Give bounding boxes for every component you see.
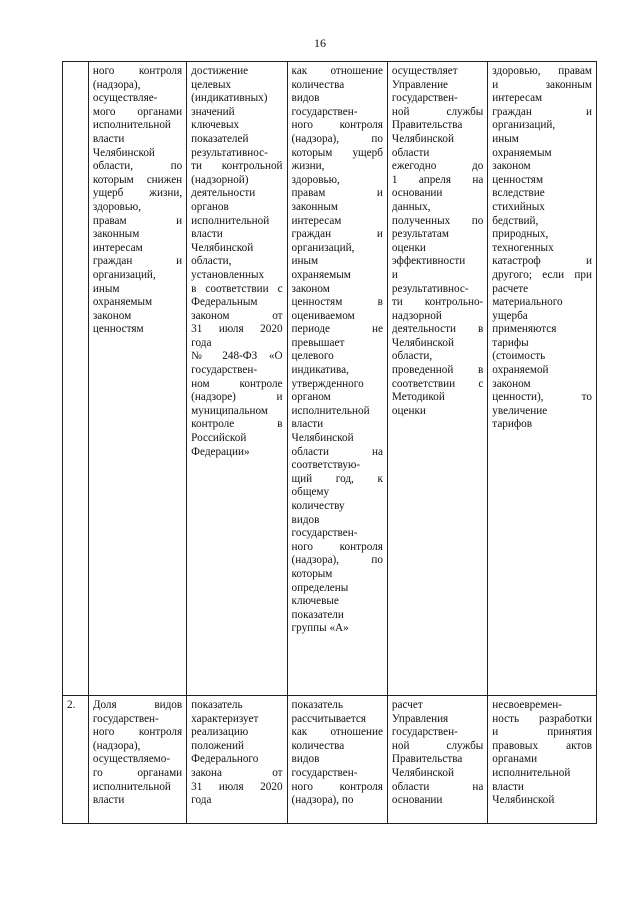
cell-line: (надзора), по xyxy=(291,554,383,567)
cell-line: законом xyxy=(291,282,330,295)
cell-line: государствен- xyxy=(291,766,358,779)
cell-line: здоровью, xyxy=(291,173,340,186)
cell-line: которым снижен xyxy=(92,173,183,186)
cell-line: охраняемой xyxy=(492,364,549,377)
cell-line: ущерб жизни, xyxy=(92,187,183,200)
cell-line: жизни, xyxy=(291,160,325,173)
cell-line: несвоевремен- xyxy=(492,699,562,711)
calculation-method-cell xyxy=(287,62,387,696)
cell-line: государствен- xyxy=(191,364,258,377)
cell-line: го органами xyxy=(92,766,183,779)
cell-line: граждан и xyxy=(291,228,383,241)
cell-line: Челябинской xyxy=(391,132,454,145)
cell-line: в соответствии с xyxy=(191,282,283,295)
cell-line: ценности), то xyxy=(492,391,592,404)
cell-line: ключевые xyxy=(291,595,339,608)
cell-line: количества xyxy=(291,739,345,752)
cell-line: здоровью, xyxy=(92,200,142,213)
cell-line: области на xyxy=(391,780,484,793)
cell-line: области, по xyxy=(92,160,183,173)
indicator-name-cell xyxy=(88,696,186,824)
cell-line: вследствие xyxy=(492,187,545,200)
cell-line: катастроф и xyxy=(492,255,592,268)
cell-line: характеризует xyxy=(191,712,259,725)
cell-line: власти xyxy=(191,228,223,241)
cell-line: осуществляе- xyxy=(92,92,158,105)
cell-line: результативнос- xyxy=(391,282,469,295)
cell-line: стихийных xyxy=(492,200,545,213)
cell-line: (надзорной) xyxy=(191,173,249,186)
cell-line: целевого xyxy=(291,350,334,363)
cell-line: достижение xyxy=(191,65,249,77)
cell-line: (надзора), xyxy=(92,739,141,752)
cell-line: органом xyxy=(291,391,331,404)
cell-line: ной службы xyxy=(391,105,484,118)
cell-line: утвержденного xyxy=(291,377,364,390)
cell-line: граждан и xyxy=(92,255,183,268)
row-number-cell xyxy=(63,62,89,696)
cell-line: эффективности xyxy=(391,255,466,268)
cell-line: Челябинской xyxy=(92,146,155,159)
cell-line: исполнительной xyxy=(492,766,571,779)
cell-line: иным xyxy=(492,132,519,145)
cell-line: соответствии с xyxy=(391,377,484,390)
cell-line: целевых xyxy=(191,78,232,91)
cell-line: законом xyxy=(492,377,531,390)
cell-line: ного контроля xyxy=(92,726,183,739)
cell-line: законным xyxy=(92,228,140,241)
cell-line: применяются xyxy=(492,323,557,336)
cell-line: щий год, к xyxy=(291,472,383,485)
cell-line: показатель xyxy=(291,699,343,711)
cell-line: основании xyxy=(391,794,443,807)
cell-line: интересам xyxy=(492,92,543,105)
indicator-name-cell xyxy=(88,62,186,696)
cell-line: деятельности в xyxy=(391,323,484,336)
cell-line: власти xyxy=(92,132,125,145)
row-number: 2. xyxy=(67,699,76,711)
cell-line: муниципальном xyxy=(191,404,268,417)
cell-line: расчет xyxy=(391,699,423,711)
cell-line: закона от xyxy=(191,766,283,779)
cell-line: органов xyxy=(191,200,229,213)
cell-line: граждан и xyxy=(492,105,592,118)
cell-line: власти xyxy=(492,780,524,793)
cell-line: которым xyxy=(291,567,333,580)
cell-line: реализацию xyxy=(191,726,249,739)
cell-line: показатели xyxy=(291,608,344,621)
cell-line: контроле в xyxy=(191,418,283,431)
cell-line: ключевых xyxy=(191,119,240,132)
cell-line: интересам xyxy=(291,214,342,227)
cell-line: правовых актов xyxy=(492,739,592,752)
cell-line: ного контроля xyxy=(291,780,383,793)
cell-line: 1 апреля на xyxy=(391,173,484,186)
cell-line: ном контроле xyxy=(191,377,283,390)
cell-line: (надзоре) и xyxy=(191,391,283,404)
cell-line: 31 июля 2020 xyxy=(191,323,283,336)
cell-line: государствен- xyxy=(291,527,358,540)
cell-line: государствен- xyxy=(291,105,358,118)
cell-line: данных, xyxy=(391,200,431,213)
cell-line: ти контрольно- xyxy=(391,296,484,309)
indicator-description-cell xyxy=(187,696,287,824)
cell-line: охраняемым xyxy=(291,268,351,281)
cell-line: которым ущерб xyxy=(291,146,383,159)
cell-line: техногенных xyxy=(492,241,554,254)
cell-line: индикатива, xyxy=(291,364,349,377)
cell-line: Федерации» xyxy=(191,445,250,458)
cell-line: ущерба xyxy=(492,309,528,322)
cell-line: организаций, xyxy=(92,268,156,281)
cell-line: законным xyxy=(291,200,338,213)
cell-line: ного контроля xyxy=(92,65,183,77)
table-row xyxy=(63,696,597,824)
cell-line: ценностям в xyxy=(291,296,383,309)
cell-line: результативнос- xyxy=(191,146,268,159)
cell-line: результатам xyxy=(391,228,449,241)
cell-line: ценностям xyxy=(492,173,544,186)
cell-line: государствен- xyxy=(391,726,458,739)
cell-line: показателей xyxy=(191,132,249,145)
cell-line: тарифы xyxy=(492,336,529,349)
notes-cell xyxy=(488,62,597,696)
cell-line: (надзора), по xyxy=(291,794,354,807)
cell-line: Федерального xyxy=(191,753,259,766)
cell-line: государствен- xyxy=(391,92,458,105)
cell-line: проведенной в xyxy=(391,364,484,377)
cell-line: показатель xyxy=(191,699,243,711)
cell-line: Российской xyxy=(191,432,247,445)
cell-line: Управления xyxy=(391,712,449,725)
cell-line: ежегодно до xyxy=(391,160,484,173)
cell-line: органами xyxy=(492,753,538,766)
cell-line: ного контроля xyxy=(291,119,383,132)
calculation-method-cell xyxy=(287,696,387,824)
cell-line: как отношение xyxy=(291,65,383,77)
cell-line: (надзора), по xyxy=(291,132,383,145)
cell-line: значений xyxy=(191,105,235,118)
cell-line: ность разработки xyxy=(492,712,592,725)
cell-line: превышает xyxy=(291,336,345,349)
cell-line: Челябинской xyxy=(291,432,354,445)
cell-line: и законным xyxy=(492,78,592,91)
cell-line: Правительства xyxy=(391,119,463,132)
cell-line: видов xyxy=(291,753,320,766)
cell-line: исполнительной xyxy=(191,214,270,227)
cell-line: ценностям xyxy=(92,323,144,336)
cell-line: года xyxy=(191,336,212,349)
cell-line: количеству xyxy=(291,500,345,512)
cell-line: общему xyxy=(291,486,330,499)
cell-line: области xyxy=(391,146,430,159)
cell-line: здоровью, правам xyxy=(492,65,592,77)
cell-line: иным xyxy=(92,282,120,295)
cell-line: оценки xyxy=(391,241,426,254)
cell-line: организаций, xyxy=(492,119,556,132)
cell-line: ного контроля xyxy=(291,540,383,553)
cell-line: (стоимость xyxy=(492,350,546,363)
cell-line: Челябинской xyxy=(492,794,555,807)
cell-line: и принятия xyxy=(492,726,592,739)
cell-line: исполнительной xyxy=(92,119,171,132)
cell-line: законом от xyxy=(191,309,283,322)
cell-line: охраняемым xyxy=(92,296,153,309)
cell-line: деятельности xyxy=(191,187,256,200)
cell-line: ной службы xyxy=(391,739,484,752)
source-cell xyxy=(387,696,487,824)
cell-line: группы «А» xyxy=(291,622,349,635)
cell-line: расчете xyxy=(492,282,529,295)
cell-line: Методикой xyxy=(391,391,445,404)
cell-line: интересам xyxy=(92,241,143,254)
cell-line: 31 июля 2020 xyxy=(191,780,283,793)
cell-line: видов xyxy=(291,513,320,526)
cell-line: власти xyxy=(92,794,125,807)
cell-line: тарифов xyxy=(492,418,532,431)
cell-line: увеличение xyxy=(492,404,548,417)
cell-line: надзорной xyxy=(391,309,442,322)
cell-line: бедствий, xyxy=(492,214,539,227)
cell-line: Челябинской xyxy=(391,336,454,349)
cell-line: ти контрольной xyxy=(191,160,283,173)
cell-line: иным xyxy=(291,255,319,268)
cell-line: осуществляет xyxy=(391,65,458,77)
cell-line: осуществляемо- xyxy=(92,753,171,766)
cell-line: (индикативных) xyxy=(191,92,268,105)
cell-line: организаций, xyxy=(291,241,355,254)
notes-cell xyxy=(488,696,597,824)
cell-line: полученных по xyxy=(391,214,484,227)
source-cell xyxy=(387,62,487,696)
page-number: 16 xyxy=(314,36,326,50)
table-row xyxy=(63,62,597,696)
cell-line: определены xyxy=(291,581,349,594)
cell-line: установленных xyxy=(191,268,265,281)
cell-line: количества xyxy=(291,78,345,91)
cell-line: другого; если при xyxy=(492,268,592,281)
cell-line: Челябинской xyxy=(391,766,454,779)
cell-line: № 248-ФЗ «О xyxy=(191,350,283,363)
cell-line: Челябинской xyxy=(191,241,254,254)
cell-line: правам и xyxy=(92,214,183,227)
cell-line: законом xyxy=(92,309,132,322)
cell-line: правам и xyxy=(291,187,383,200)
cell-line: как отношение xyxy=(291,726,383,739)
cell-line: Управление xyxy=(391,78,449,91)
cell-line: основании xyxy=(391,187,443,200)
cell-line: периоде не xyxy=(291,323,383,336)
cell-line: области на xyxy=(291,445,383,458)
cell-line: Правительства xyxy=(391,753,463,766)
cell-line: области, xyxy=(391,350,433,363)
cell-line: мого органами xyxy=(92,105,183,118)
cell-line: власти xyxy=(291,418,324,431)
cell-line: исполнительной xyxy=(92,780,171,793)
cell-line: (надзора), xyxy=(92,78,141,91)
cell-line: области, xyxy=(191,255,232,268)
indicator-description-cell xyxy=(187,62,287,696)
cell-line: исполнительной xyxy=(291,404,370,417)
cell-line: Федеральным xyxy=(191,296,258,309)
cell-line: рассчитывается xyxy=(291,712,367,725)
cell-line: Доля видов xyxy=(92,699,183,711)
cell-line: оценки xyxy=(391,404,426,417)
cell-line: соответствую- xyxy=(291,459,361,472)
cell-line: года xyxy=(191,794,212,807)
cell-line: материального xyxy=(492,296,563,309)
indicator-table xyxy=(62,61,597,824)
cell-line: оцениваемом xyxy=(291,309,355,322)
cell-line: охраняемым xyxy=(492,146,552,159)
cell-line: положений xyxy=(191,739,245,752)
cell-line: законом xyxy=(492,160,531,173)
row-number-cell xyxy=(63,696,89,824)
cell-line: и xyxy=(391,268,398,281)
cell-line: природных, xyxy=(492,228,549,241)
cell-line: государствен- xyxy=(92,712,159,725)
cell-line: видов xyxy=(291,92,320,105)
